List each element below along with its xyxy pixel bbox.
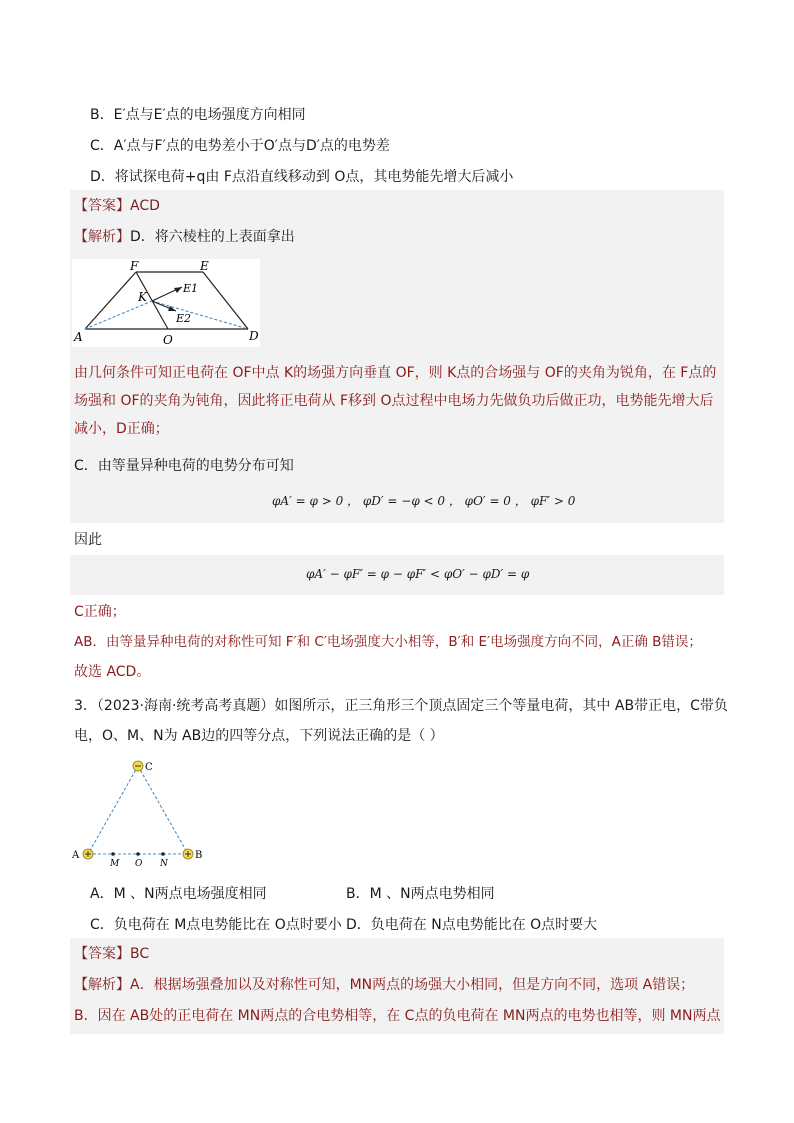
fig3-label-C: C [145,762,153,773]
option-c-prev: C．A′点与F′点的电势差小于O′点与D′点的电势差 [90,138,390,154]
fig3-label-B: B [195,850,203,861]
analysis-d-text-1: 由几何条件可知正电荷在 OF中点 K的场强方向垂直 OF，则 K点的合场强与 OF的夹角为锐角，在 F点的 [74,365,717,381]
fig1-label-E: E [200,259,209,273]
analysis-conclusion: 故选 ACD。 [74,664,151,680]
analysis-d-intro: D．将六棱柱的上表面拿出 [130,229,295,245]
formula-difference: φA′ − φF′ = φ − φF′ < φO′ − φD′ = φ [306,567,530,581]
analysis-3-a-text: A．根据场强叠加以及对称性可知，MN两点的场强大小相同，但是方向不同，选项 A错误； [130,977,695,993]
answer-3-tag: 【答案】 [74,946,130,962]
question-3-line-2: 电，O、M、N为 AB边的四等分点，下列说法正确的是（ ） [74,728,444,744]
question-3-option-a: A．M 、N两点电场强度相同 [90,886,267,902]
answer-tag: 【答案】 [74,198,130,214]
fig1-label-K: K [138,290,147,304]
fig1-label-O: O [163,333,173,347]
analysis-d-text-2: 场强和 OF的夹角为钝角，因此将正电荷从 F移到 O点过程中电场力先做负功后做正功，电势能先增大后 [74,393,714,409]
answer-value: ACD [130,198,160,214]
analysis-3-b-text: B．因在 AB处的正电荷在 MN两点的合电势相等，在 C点的负电荷在 MN两点的电势也相等，则 MN两点 [74,1008,721,1024]
fig1-label-E1: E1 [183,282,199,295]
hexagon-top-face-figure [72,259,260,347]
question-3-option-d: D．负电荷在 N点电势能比在 O点时要大 [346,917,598,933]
fig1-label-E2: E2 [176,312,192,325]
fig3-label-M: M [110,859,120,868]
question-3-option-b: B．M 、N两点电势相同 [346,886,495,902]
option-b-prev: B．E′点与E′点的电场强度方向相同 [90,107,306,123]
question-3-option-c: C．负电荷在 M点电势能比在 O点时要小 [90,917,342,933]
formula-potentials: φA′ = φ > 0 ， φD′ = −φ < 0 ， φO′ = 0 ， φF′ > 0 [272,494,576,508]
option-d-prev: D．将试探电荷+q由 F点沿直线移动到 O点，其电势能先增大后减小 [90,169,514,185]
analysis-1-d-intro [74,225,295,249]
analysis-c-mid: 因此 [74,532,102,548]
analysis-tag: 【解析】 [74,229,130,245]
analysis-ab-text: AB．由等量异种电荷的对称性可知 F′和 C′电场强度大小相等，B′和 E′电场强度方向不同，A正确 B错误； [74,634,702,650]
fig1-label-A: A [74,330,83,344]
answer-3 [74,942,149,966]
analysis-c-intro: C．由等量异种电荷的电势分布可知 [74,458,294,474]
answer-1 [74,194,160,218]
triangle-charges-figure [70,756,210,868]
analysis-3-a [74,973,694,997]
fig1-label-F: F [130,259,139,273]
fig3-label-A: A [72,850,80,861]
answer-3-value: BC [130,946,150,962]
analysis-d-text-3: 减小，D正确； [74,421,169,437]
fig1-label-D: D [249,329,259,343]
analysis-3-tag: 【解析】 [74,977,130,993]
analysis-c-end: C正确； [74,604,126,620]
fig3-label-N: N [160,859,168,868]
question-3-line-1: 3．（2023·海南·统考高考真题）如图所示，正三角形三个顶点固定三个等量电荷，其中 AB带正电，C带负 [74,698,728,714]
fig3-label-O: O [135,859,143,868]
